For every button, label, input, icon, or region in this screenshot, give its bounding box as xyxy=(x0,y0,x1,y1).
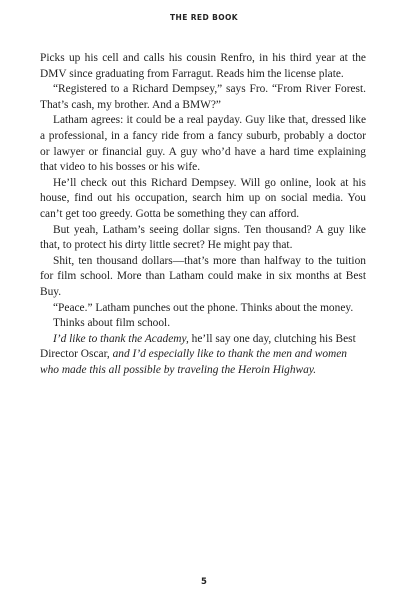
paragraph-7: “Peace.” Latham punches out the phone. Thinks about the money. xyxy=(53,301,354,314)
page-number: 5 xyxy=(201,577,207,587)
paragraph-9-italic-b: and I’d especially like to thank the men and women who made this all possible by traveling the Heroin Highway. xyxy=(40,348,348,376)
paragraph-9-italic-a: I’d like to thank the Academy, xyxy=(53,332,189,345)
paragraph-1: Picks up his cell and calls his cousin Renfro, in his third year at the DMV since graduating from Farragut. Reads him the license plate. xyxy=(40,52,366,80)
paragraph-9 xyxy=(40,332,366,379)
paragraph-5: But yeah, Latham’s seeing dollar signs. Ten thousand? A guy like that, to protect his dirty little secret? He might pay that. xyxy=(40,223,366,252)
paragraph-3: Latham agrees: it could be a real payday. Guy like that, dressed like a professional, in a fancy ride from a fancy suburb, probably a doctor or lawyer or financial guy. A guy who’d have a hard time explaining that video to his bosses or his wife. xyxy=(40,114,366,174)
paragraph-2: “Registered to a Richard Dempsey,” says Fro. “From River Forest. That’s cash, my brother. And a BMW?” xyxy=(40,83,366,111)
body-text xyxy=(40,51,366,378)
paragraph-8: Thinks about film school. xyxy=(53,317,171,330)
paragraph-4: He’ll check out this Richard Dempsey. Will go online, look at his house, find out his occupation, search him up on social media. You can’t get too greedy. Gotta be something they can afford. xyxy=(40,176,366,220)
paragraph-6: Shit, ten thousand dollars—that’s more than halfway to the tuition for film school. More than Latham could make in six months at Best Buy. xyxy=(40,254,366,298)
running-head: THE RED BOOK xyxy=(170,13,238,22)
paragraph-9-roman: he’ll say one day, clutching his Best Director Oscar, xyxy=(40,332,356,361)
